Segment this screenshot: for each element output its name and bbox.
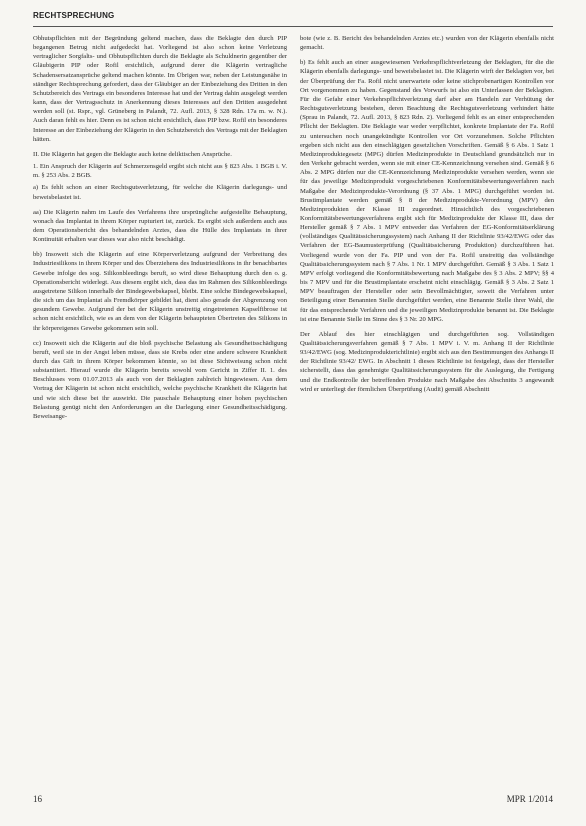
paragraph: Obhutspflichten mit der Begründung geltend machen, dass die Beklagte den durch PIP begangenen Betrug nicht aufgedeckt hat. Vorliegend ist also schon keine Verletzung vertraglicher Sorgfalts- und Obhutspflichten durch die Beklagte als Schuldnerin gegenüber der Gläubigerin PIP oder Rofil ersichtlich, aufgrund derer die Klägerin vertragliche Schadensersatzansprüche geltend machen könnte. Im Übrigen war, neben der Leistungsnähe in ständiger Rechtsprechung gefordert, dass der Gläubiger an der Einbeziehung des Dritten in den Schutzbereich des Vertrags ein besonderes Interesse hat und der Vertrag dahin ausgelegt werden kann, dass der Vertragsschutz in Anerkennung dieses Interesses auf den Dritten ausgedehnt werden soll (st. Rspr., vgl. Grüneberg in Palandt, 72. Aufl. 2013, § 328 Rdn. 17a m. w. N.). Auch daran fehlt es hier. Denn es ist schon nicht ersichtlich, dass PIP bzw. Rofil ein besonderes Interesse an der Einbeziehung der Klägerin in den Schutzbereich des Vertrags mit der Beklagten hätten. [33,35,287,143]
section-running-head: RECHTSPRECHUNG [33,11,115,20]
paragraph: aa) Die Klägerin nahm im Laufe des Verfahrens ihre ursprüngliche aufgestellte Behauptung, wonach das Implantat in ihrem Körper rupturiert ist, zurück. Es ergibt sich außerdem auch aus dem Operationsbericht des behandelnden Arztes, dass die Hülle des Implantats in ihrer Kontinuität erhalten war dieses war also nicht beschädigt. [33,208,287,244]
paragraph: II. Die Klägerin hat gegen die Beklagte auch keine deliktischen Ansprüche. [33,150,232,158]
paragraph: cc) Insoweit sich die Klägerin auf die bloß psychische Belastung als Gesundheitsschädigung beruft, weil sie in der Angst leben müsse, dass sie Krebs oder eine andere schwere Krankheit durch das Gift in ihrem Körper bekommen könnte, so ist diese Sichtweisung schon nicht substantiiert. Hierauf wurde die Klägerin bereits sowohl vom Gericht in Ziffer II. 1. des Beschlusses vom 01.07.2013 als auch von der Beklagten zahlreich hingewiesen. Aus dem Vortrag der Klägerin ist schon nicht ersichtlich, welche psychische Krankheit die Klägerin hat und wie sich diese bei ihr auswirkt. Die pauschale Behauptung einer hohen psychischen Belastung genügt nicht den Anforderungen an die Darlegung einer Gesundheitsschädigung. Beweisange- [33,339,287,420]
journal-issue: MPR 1/2014 [506,794,553,804]
paragraph: a) Es fehlt schon an einer Rechtsgutsverletzung, für welche die Klägerin darlegungs- und beweisbelastet ist. [33,184,287,201]
paragraph: b) Es fehlt auch an einer ausgewiesenen Verkehrspflichtverletzung der Beklagten, für die die Klägerin ebenfalls darlegungs- und beweisbelastet ist. Die Klägerin wirft der Beklagten vor, bei der Überprüfung der Fa. Rofil nicht unerwartete oder keine stichprobenartigen Kontrollen vor Ort vorgenommen zu haben. Gegenstand des Vorwurfs ist also ein Unterlassen der Beklagten. Für die Gefahr einer Verkehrspflichtverletzung darf aber am Handeln zur Verhütung der Rechtsgutsverletzung bestehen, deren Beachtung die Rechtsgutsverletzung verhindert hätte (Sprau in Palandt, 72. Aufl. 2013, § 823 Rdn. 2). Vorliegend fehlt es an einer entsprechenden Pflicht der Beklagten. Die Beklagte war weder verpflichtet, konkrete Implantate der Fa. Rofil zu untersuchen noch unangekündigte Kontrollen vor Ort vorzunehmen. Solche Pflichten ergeben sich nicht aus den einschlägigen gesetzlichen Vorschriften. Gemäß § 6 Abs. 1 Satz 1 Medizinproduktegesetz (MPG) dürfen Medizinprodukte in Deutschland grundsätzlich nur in den Verkehr gebracht werden, wenn sie mit einer CE-Kennzeichnung versehen sind. Gemäß § 6 Abs. 2 MPG dürfen nur die CE-Kennzeichnung Medizinprodukte versehen werden, wenn sie für das jeweilige Medizinprodukt vorgeschriebenen Konformitätsbewertungsverfahren nach Maßgabe der Medizinprodukte-Verordnung (§ 37 Abs. 1 MPG) durchgeführt worden ist. Brustimplantate werden gemäß § 8 der Medizinprodukte-Verordnung (MPV) den Medizinprodukten der Klasse III zugeordnet. Hinsichtlich des vorgeschriebenen Konformitätsbewertungsverfahrens ergibt sich für Medizinprodukte der Klasse III, dass der Hersteller gemäß § 7 Abs. 1 MPV entweder das Verfahren der EG-Konformitätserklärung (vollständiges Qualitätssicherungssystem) nach Anhang II der Richtlinie 93/42/EWG oder das Verfahren der EG-Baumusterprüfung (Qualitätssicherung Produktion) durchzuführen hat. Vorliegend wurde von der Fa. PIP und von der Fa. Rofil unstreitig das vollständige Qualitätssicherungssystem nach § 7 Abs. 1 Nr. 1 MPV durchgeführt. Gemäß § 3 Abs. 1 Satz 1 MPV erfolgt vorliegend die Konformitätsbewertung nach Maßgabe des § 3 Abs. 2 MPV; §§ 4 bis 7 MPV und für die Brustimplantate erscheint nicht einschlägig. Gemäß § 3 Abs. 2 Satz 1 MPV beauftragen der Hersteller oder sein Bevollmächtigter, soweit die Verfahren unter Beteiligung einer Benannten Stelle durchgeführt werden, eine Benannte Stelle ihrer Wahl, die für das entsprechende Verfahren und die jeweiligen Medizinprodukte benannt ist. Die Beklagte ist eine Benannte Stelle im Sinne des § 3 Nr. 20 MPG. [300,59,554,323]
left-column [33,34,287,427]
header-rule [33,26,553,27]
paragraph: Der Ablauf des hier einschlägigen und durchgeführten sog. Vollständigen Qualitätssicherungsverfahren gemäß § 7 Abs. 1 MPV i. V. m. Anhang II der Richtlinie 93/42/EWG (sog. Medizinprodukterichtlinie) ergibt sich aus den Bestimmungen des Anhangs II der Richtlinie 93/42/ EWG. In Abschnitt 1 dieses Richtlinie ist festgelegt, dass der Hersteller sicherstellt, dass das genehmigte Qualitätssicherungssystem für die Auslegung, die Fertigung und die Endkontrolle der betreffenden Produkte nach Maßgabe des Abschnitts 3 angewandt wird er unterliegt der förmlichen Überprüfung (Audit) gemäß Abschnitt [300,330,554,393]
right-column [300,34,554,400]
paragraph: bote (wie z. B. Bericht des behandelnden Arztes etc.) wurden von der Klägerin ebenfalls nicht gemacht. [300,35,554,52]
paragraph: 1. Ein Anspruch der Klägerin auf Schmerzensgeld ergibt sich nicht aus § 823 Abs. 1 BGB i. V. m. § 253 Abs. 2 BGB. [33,163,287,180]
paragraph: bb) Insoweit sich die Klägerin auf eine Körperverletzung aufgrund der Verbreitung des Industriesilikons in ihrem Körper und des Überziehens des Industriesilikons in ihr benachbartes Gewebe infolge des sog. Silikonbleedings beruft, so wird diese Behauptung durch den o. g. Operationsbericht widerlegt. Aus diesem ergibt sich, dass das im Rahmen des Silikonbleedings ausgetretene Silikon innerhalb der Bindegewebskapsel, bleibt. Eine solche Bindegewebskapsel, die sich um das Implantat als Fremdkörper gebildet hat, dient also gerade der Abgrenzung von gesundem Gewebe. Aufgrund der bei der Klägerin unstreitig eingetretenen Kapselfibrose ist schon nicht ersichtlich, wie es an dem von der Klägerin behaupteten Übertreten des Silikons in ihr körpereigenes Gewebe gekommen sein soll. [33,251,287,332]
page-number: 16 [33,794,42,804]
